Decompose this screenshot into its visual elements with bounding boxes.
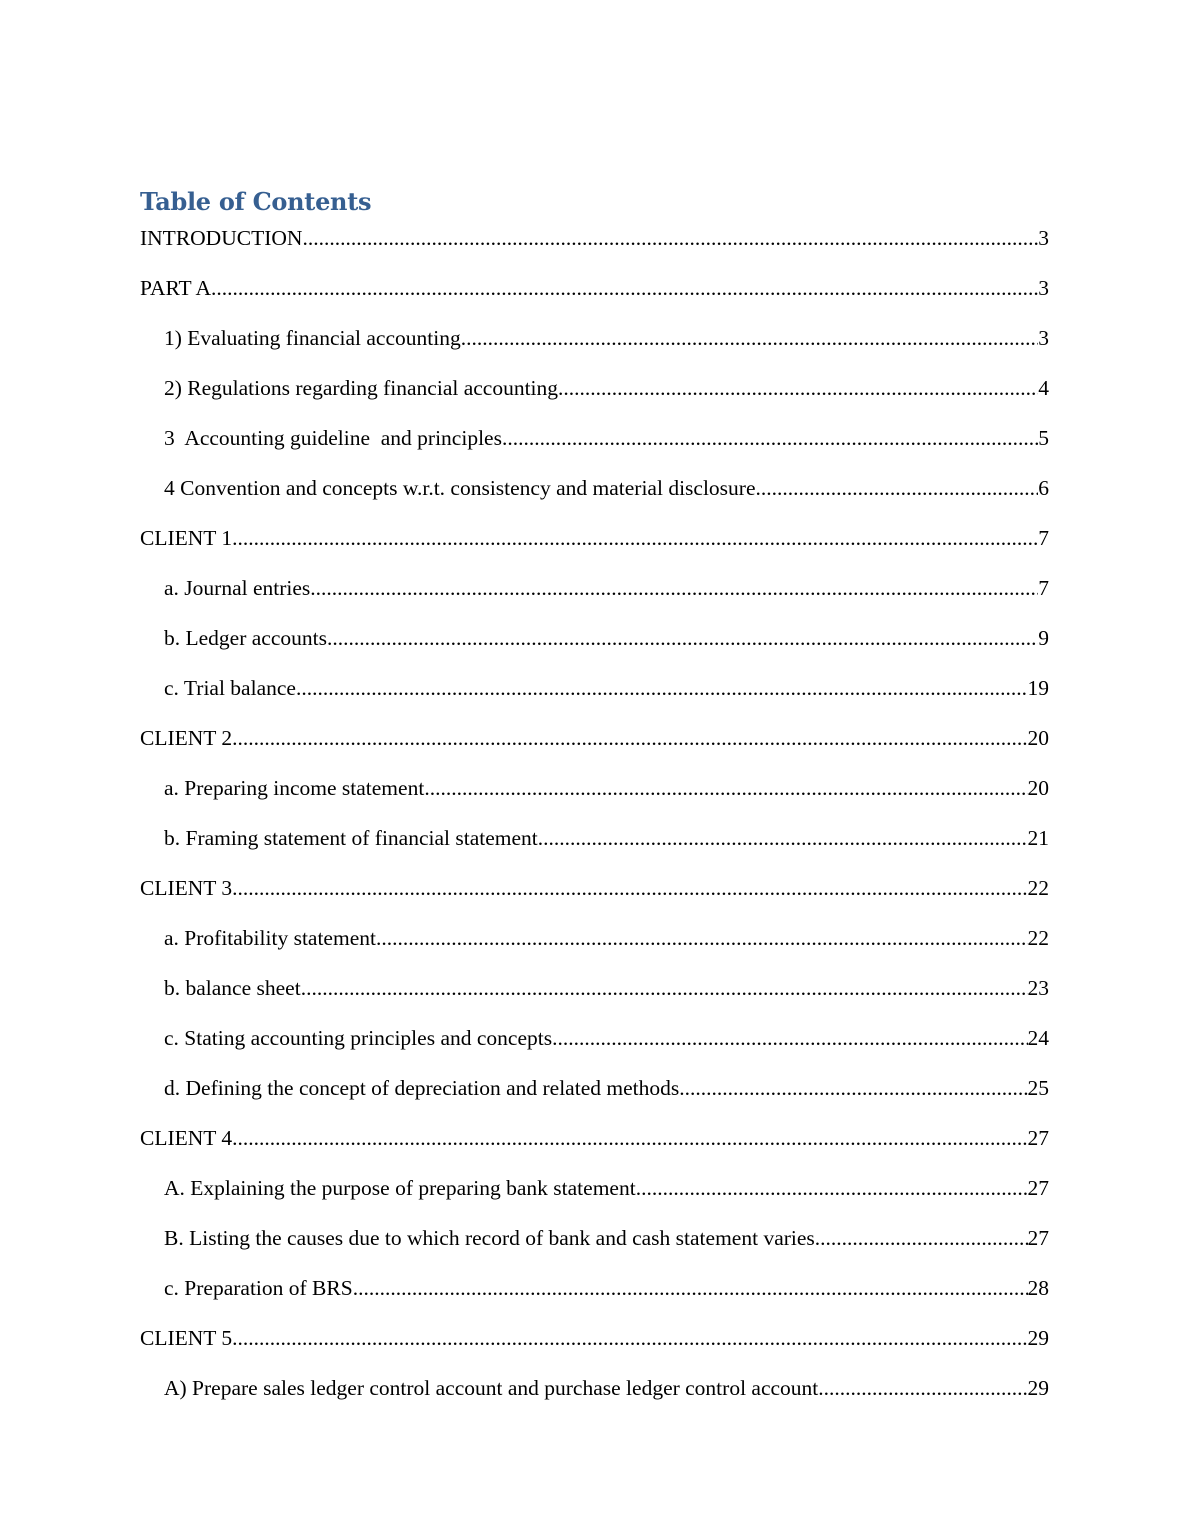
toc-dot-leader bbox=[815, 1220, 1028, 1256]
toc-entry-page-number: 3 bbox=[1038, 226, 1049, 250]
toc-entry[interactable] bbox=[140, 1220, 1049, 1270]
toc-entry-page-number: 7 bbox=[1038, 576, 1049, 600]
toc-entry-label: a. Preparing income statement bbox=[164, 776, 425, 800]
toc-entry-page-number: 24 bbox=[1027, 1026, 1049, 1050]
toc-entry-label: c. Trial balance bbox=[164, 676, 296, 700]
toc-entry[interactable] bbox=[140, 420, 1049, 470]
toc-entry-label: c. Stating accounting principles and concepts bbox=[164, 1026, 553, 1050]
toc-entry-page-number: 6 bbox=[1038, 476, 1049, 500]
toc-entry-label: A) Prepare sales ledger control account and purchase ledger control account bbox=[164, 1376, 819, 1400]
toc-dot-leader bbox=[232, 1320, 1027, 1356]
toc-entry-page-number: 3 bbox=[1038, 276, 1049, 300]
toc-entry-label: CLIENT 2 bbox=[140, 726, 233, 750]
toc-dot-leader bbox=[301, 970, 1028, 1006]
toc-entry[interactable] bbox=[140, 1370, 1049, 1420]
toc-entry[interactable] bbox=[140, 1120, 1049, 1170]
toc-dot-leader bbox=[310, 570, 1038, 606]
toc-entry[interactable] bbox=[140, 620, 1049, 670]
toc-entry-label: c. Preparation of BRS bbox=[164, 1276, 353, 1300]
toc-dot-leader bbox=[376, 920, 1028, 956]
toc-entry-page-number: 5 bbox=[1038, 426, 1049, 450]
toc-dot-leader bbox=[679, 1070, 1027, 1106]
toc-dot-leader bbox=[552, 1020, 1027, 1056]
toc-entry-page-number: 27 bbox=[1027, 1226, 1049, 1250]
toc-dot-leader bbox=[232, 1120, 1027, 1156]
toc-entry-page-number: 25 bbox=[1027, 1076, 1049, 1100]
toc-entry-page-number: 22 bbox=[1027, 926, 1049, 950]
toc-entry-label: PART A bbox=[140, 276, 212, 300]
toc-entry-page-number: 28 bbox=[1027, 1276, 1049, 1300]
toc-entry[interactable] bbox=[140, 920, 1049, 970]
toc-dot-leader bbox=[211, 270, 1038, 306]
toc-entry-page-number: 20 bbox=[1027, 726, 1049, 750]
toc-entry[interactable] bbox=[140, 1170, 1049, 1220]
toc-dot-leader bbox=[502, 420, 1038, 456]
toc-dot-leader bbox=[232, 720, 1027, 756]
toc-entry[interactable] bbox=[140, 970, 1049, 1020]
toc-entry-label: b. balance sheet bbox=[164, 976, 301, 1000]
toc-entry-label: 3 Accounting guideline and principles bbox=[164, 426, 502, 450]
toc-dot-leader bbox=[756, 470, 1039, 506]
toc-entry-page-number: 7 bbox=[1038, 526, 1049, 550]
toc-dot-leader bbox=[232, 520, 1038, 556]
toc-entry-label: CLIENT 3 bbox=[140, 876, 233, 900]
toc-entry[interactable] bbox=[140, 820, 1049, 870]
toc-entry-label: 4 Convention and concepts w.r.t. consistency and material disclosure bbox=[164, 476, 756, 500]
toc-dot-leader bbox=[538, 820, 1028, 856]
toc-entry[interactable] bbox=[140, 670, 1049, 720]
toc-entry[interactable] bbox=[140, 720, 1049, 770]
toc-entry-page-number: 27 bbox=[1027, 1126, 1049, 1150]
toc-entry-page-number: 4 bbox=[1038, 376, 1049, 400]
toc-entry[interactable] bbox=[140, 1070, 1049, 1120]
toc-entry[interactable] bbox=[140, 1270, 1049, 1320]
toc-entry-page-number: 3 bbox=[1038, 326, 1049, 350]
toc-dot-leader bbox=[353, 1270, 1028, 1306]
toc-entry[interactable] bbox=[140, 1320, 1049, 1370]
toc-entry-page-number: 9 bbox=[1038, 626, 1049, 650]
toc-dot-leader bbox=[296, 670, 1028, 706]
toc-list bbox=[140, 220, 1049, 1420]
toc-entry[interactable] bbox=[140, 270, 1049, 320]
toc-entry-page-number: 22 bbox=[1027, 876, 1049, 900]
toc-entry-page-number: 23 bbox=[1027, 976, 1049, 1000]
toc-entry[interactable] bbox=[140, 370, 1049, 420]
toc-entry-label: A. Explaining the purpose of preparing bank statement bbox=[164, 1176, 636, 1200]
toc-entry[interactable] bbox=[140, 470, 1049, 520]
toc-entry-page-number: 27 bbox=[1027, 1176, 1049, 1200]
toc-entry[interactable] bbox=[140, 570, 1049, 620]
toc-dot-leader bbox=[232, 870, 1027, 906]
toc-entry-page-number: 19 bbox=[1027, 676, 1049, 700]
toc-entry[interactable] bbox=[140, 320, 1049, 370]
toc-dot-leader bbox=[327, 620, 1038, 656]
toc-dot-leader bbox=[424, 770, 1027, 806]
toc-entry-label: CLIENT 4 bbox=[140, 1126, 233, 1150]
toc-entry-label: B. Listing the causes due to which record of bank and cash statement varies bbox=[164, 1226, 815, 1250]
toc-entry-label: CLIENT 1 bbox=[140, 526, 233, 550]
toc-dot-leader bbox=[818, 1370, 1027, 1406]
toc-entry[interactable] bbox=[140, 220, 1049, 270]
toc-entry[interactable] bbox=[140, 870, 1049, 920]
toc-entry-page-number: 20 bbox=[1027, 776, 1049, 800]
toc-entry-label: 2) Regulations regarding financial accounting bbox=[164, 376, 559, 400]
toc-entry-label: CLIENT 5 bbox=[140, 1326, 233, 1350]
toc-entry-label: 1) Evaluating financial accounting bbox=[164, 326, 461, 350]
toc-entry-page-number: 29 bbox=[1027, 1326, 1049, 1350]
toc-entry-label: d. Defining the concept of depreciation and related methods bbox=[164, 1076, 680, 1100]
toc-entry-label: INTRODUCTION bbox=[140, 226, 303, 250]
toc-entry-label: a. Profitability statement bbox=[164, 926, 376, 950]
toc-entry-label: a. Journal entries bbox=[164, 576, 311, 600]
toc-entry[interactable] bbox=[140, 1020, 1049, 1070]
toc-dot-leader bbox=[636, 1170, 1028, 1206]
toc-title: Table of Contents bbox=[140, 187, 372, 216]
toc-entry-label: b. Framing statement of financial statement bbox=[164, 826, 538, 850]
toc-dot-leader bbox=[461, 320, 1039, 356]
toc-entry-page-number: 29 bbox=[1027, 1376, 1049, 1400]
toc-entry[interactable] bbox=[140, 770, 1049, 820]
toc-entry-page-number: 21 bbox=[1027, 826, 1049, 850]
toc-dot-leader bbox=[302, 220, 1038, 256]
toc-dot-leader bbox=[558, 370, 1038, 406]
toc-entry[interactable] bbox=[140, 520, 1049, 570]
toc-entry-label: b. Ledger accounts bbox=[164, 626, 327, 650]
